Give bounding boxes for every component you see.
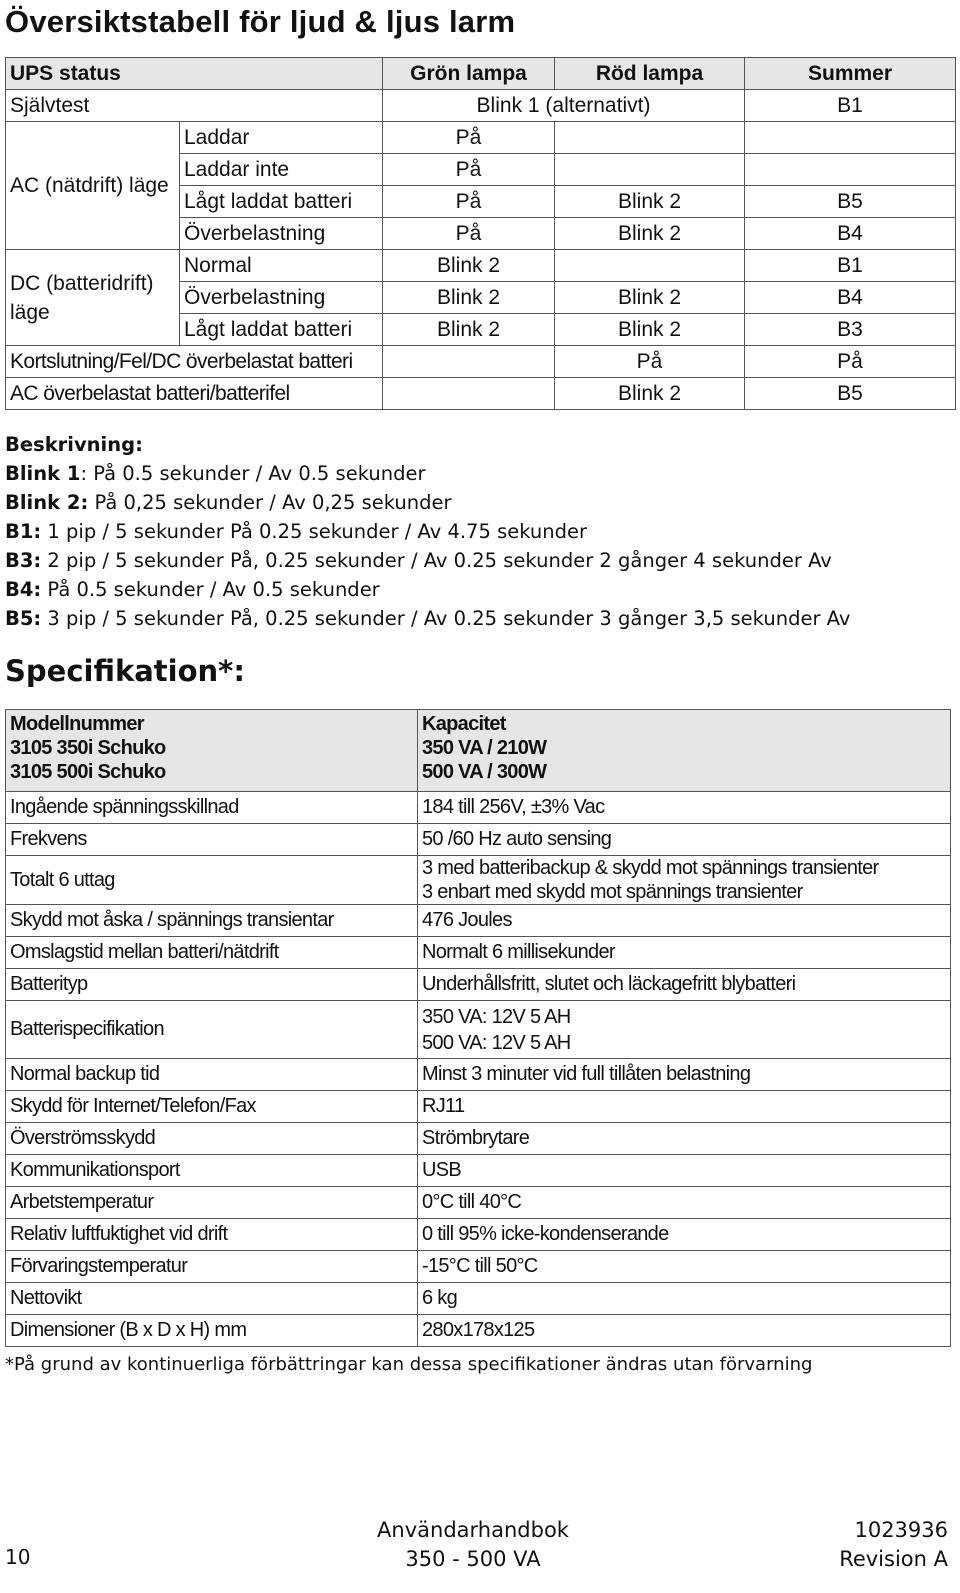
spec-value: 476 Joules xyxy=(418,905,951,937)
description-item: B5: 3 pip / 5 sekunder På, 0.25 sekunder / Av 0.25 sekunder 3 gånger 3,5 sekunder Av xyxy=(5,607,851,630)
green-lamp-value xyxy=(383,346,555,378)
spec-label: Ingående spänningsskillnad xyxy=(6,792,418,824)
description-item: Blink 2: På 0,25 sekunder / Av 0,25 sekunder xyxy=(5,491,452,514)
table-row xyxy=(6,346,956,378)
description-block xyxy=(5,430,850,633)
spec-value: 50 /60 Hz auto sensing xyxy=(418,824,951,856)
spec-label: Förvaringstemperatur xyxy=(6,1251,418,1283)
spec-value: Underhållsfritt, slutet och läckagefritt blybatteri xyxy=(418,969,951,1001)
table-row xyxy=(6,378,956,410)
description-item: B4: På 0.5 sekunder / Av 0.5 sekunder xyxy=(5,578,380,601)
green-lamp-value: På xyxy=(383,218,555,250)
table-row xyxy=(6,824,951,856)
spec-table-header xyxy=(6,710,951,792)
dc-mode-label xyxy=(6,250,180,346)
spec-label: Batterispecifikation xyxy=(6,1001,418,1059)
spec-label: Normal backup tid xyxy=(6,1059,418,1091)
state-label: Överbelastning xyxy=(180,218,383,250)
table-row xyxy=(6,1315,951,1347)
page-number: 10 xyxy=(5,1545,31,1569)
buzzer-value: B4 xyxy=(745,218,956,250)
table-row xyxy=(6,1155,951,1187)
state-label: Lågt laddat batteri xyxy=(180,314,383,346)
red-lamp-value: Blink 2 xyxy=(555,186,745,218)
selftest-lamp: Blink 1 (alternativt) xyxy=(383,90,745,122)
green-lamp-value: Blink 2 xyxy=(383,282,555,314)
spec-value: 280x178x125 xyxy=(418,1315,951,1347)
table-row xyxy=(6,1219,951,1251)
revision: Revision A xyxy=(839,1547,948,1571)
red-lamp-value xyxy=(555,250,745,282)
footer-right xyxy=(839,1516,948,1574)
state-label: Laddar inte xyxy=(180,154,383,186)
table-row xyxy=(6,250,956,282)
buzzer-value: B4 xyxy=(745,282,956,314)
manual-title: Användarhandbok xyxy=(377,1518,569,1542)
header-red-lamp: Röd lampa xyxy=(555,58,745,90)
spec-label: Totalt 6 uttag xyxy=(6,856,418,905)
table-row xyxy=(6,1123,951,1155)
spec-label: Frekvens xyxy=(6,824,418,856)
spec-table xyxy=(5,709,951,1347)
table-row xyxy=(6,90,956,122)
spec-label: Arbetstemperatur xyxy=(6,1187,418,1219)
spec-label: Omslagstid mellan batteri/nätdrift xyxy=(6,937,418,969)
fault-label: Kortslutning/Fel/DC överbelastat batteri xyxy=(6,346,383,378)
spec-value: Strömbrytare xyxy=(418,1123,951,1155)
table-row xyxy=(6,905,951,937)
table-row xyxy=(6,122,956,154)
footnote: *På grund av kontinuerliga förbättringar kan dessa specifikationer ändras utan förvarning xyxy=(5,1354,813,1375)
spec-label: Batterityp xyxy=(6,969,418,1001)
spec-value: Normalt 6 millisekunder xyxy=(418,937,951,969)
buzzer-value: B5 xyxy=(745,378,956,410)
model-header: Modellnummer 3105 350i Schuko 3105 500i Schuko xyxy=(6,710,418,792)
buzzer-value: B1 xyxy=(745,250,956,282)
spec-label: Dimensioner (B x D x H) mm xyxy=(6,1315,418,1347)
document-number: 1023936 xyxy=(854,1518,948,1542)
table-row xyxy=(6,1283,951,1315)
spec-value: 0°C till 40°C xyxy=(418,1187,951,1219)
ac-mode-label: AC (nätdrift) läge xyxy=(6,122,180,250)
buzzer-value xyxy=(745,154,956,186)
buzzer-value: På xyxy=(745,346,956,378)
spec-label: Överströmsskydd xyxy=(6,1123,418,1155)
state-label: Normal xyxy=(180,250,383,282)
spec-value: Minst 3 minuter vid full tillåten belastning xyxy=(418,1059,951,1091)
spec-value: USB xyxy=(418,1155,951,1187)
red-lamp-value: På xyxy=(555,346,745,378)
spec-label: Relativ luftfuktighet vid drift xyxy=(6,1219,418,1251)
green-lamp-value: Blink 2 xyxy=(383,250,555,282)
model-range: 350 - 500 VA xyxy=(405,1547,541,1571)
status-table-header xyxy=(6,58,956,90)
spec-label: Skydd mot åska / spännings transientar xyxy=(6,905,418,937)
spec-value: -15°C till 50°C xyxy=(418,1251,951,1283)
description-item: B1: 1 pip / 5 sekunder På 0.25 sekunder / Av 4.75 sekunder xyxy=(5,520,588,543)
fault-label: AC överbelastat batteri/batterifel xyxy=(6,378,383,410)
table-row xyxy=(6,1251,951,1283)
table-row xyxy=(6,969,951,1001)
selftest-label: Självtest xyxy=(6,90,383,122)
table-row xyxy=(6,856,951,905)
table-row xyxy=(6,937,951,969)
dc-mode-label-line1: DC (batteridrift) xyxy=(10,271,154,295)
capacity-header: Kapacitet 350 VA / 210W 500 VA / 300W xyxy=(418,710,951,792)
selftest-buzzer: B1 xyxy=(745,90,956,122)
footer-center xyxy=(368,1516,578,1574)
red-lamp-value xyxy=(555,154,745,186)
spec-heading: Specifikation*: xyxy=(5,654,245,688)
spec-value: 0 till 95% icke-kondenserande xyxy=(418,1219,951,1251)
green-lamp-value xyxy=(383,378,555,410)
red-lamp-value: Blink 2 xyxy=(555,282,745,314)
red-lamp-value: Blink 2 xyxy=(555,378,745,410)
red-lamp-value: Blink 2 xyxy=(555,218,745,250)
header-green-lamp: Grön lampa xyxy=(383,58,555,90)
description-item: Blink 1: På 0.5 sekunder / Av 0.5 sekunder xyxy=(5,462,426,485)
spec-label: Skydd för Internet/Telefon/Fax xyxy=(6,1091,418,1123)
spec-value: 350 VA: 12V 5 AH 500 VA: 12V 5 AH xyxy=(418,1001,951,1059)
state-label: Laddar xyxy=(180,122,383,154)
alarm-status-table xyxy=(5,57,956,410)
table-row xyxy=(6,1091,951,1123)
spec-label: Nettovikt xyxy=(6,1283,418,1315)
header-buzzer: Summer xyxy=(745,58,956,90)
red-lamp-value: Blink 2 xyxy=(555,314,745,346)
state-label: Överbelastning xyxy=(180,282,383,314)
buzzer-value: B3 xyxy=(745,314,956,346)
green-lamp-value: På xyxy=(383,186,555,218)
description-heading: Beskrivning: xyxy=(5,433,143,456)
red-lamp-value xyxy=(555,122,745,154)
description-item: B3: 2 pip / 5 sekunder På, 0.25 sekunder / Av 0.25 sekunder 2 gånger 4 sekunder Av xyxy=(5,549,832,572)
spec-value: 6 kg xyxy=(418,1283,951,1315)
table-row xyxy=(6,1187,951,1219)
buzzer-value: B5 xyxy=(745,186,956,218)
dc-mode-label-line2: läge xyxy=(10,300,50,324)
table-row xyxy=(6,1059,951,1091)
green-lamp-value: Blink 2 xyxy=(383,314,555,346)
spec-label: Kommunikationsport xyxy=(6,1155,418,1187)
header-ups-status: UPS status xyxy=(6,58,383,90)
page-title: Översiktstabell för ljud & ljus larm xyxy=(5,4,516,39)
table-row xyxy=(6,792,951,824)
spec-value: 3 med batteribackup & skydd mot spännings transienter 3 enbart med skydd mot spännings transienter xyxy=(418,856,951,905)
spec-value: 184 till 256V, ±3% Vac xyxy=(418,792,951,824)
green-lamp-value: På xyxy=(383,122,555,154)
green-lamp-value: På xyxy=(383,154,555,186)
table-row xyxy=(6,1001,951,1059)
spec-value: RJ11 xyxy=(418,1091,951,1123)
buzzer-value xyxy=(745,122,956,154)
state-label: Lågt laddat batteri xyxy=(180,186,383,218)
